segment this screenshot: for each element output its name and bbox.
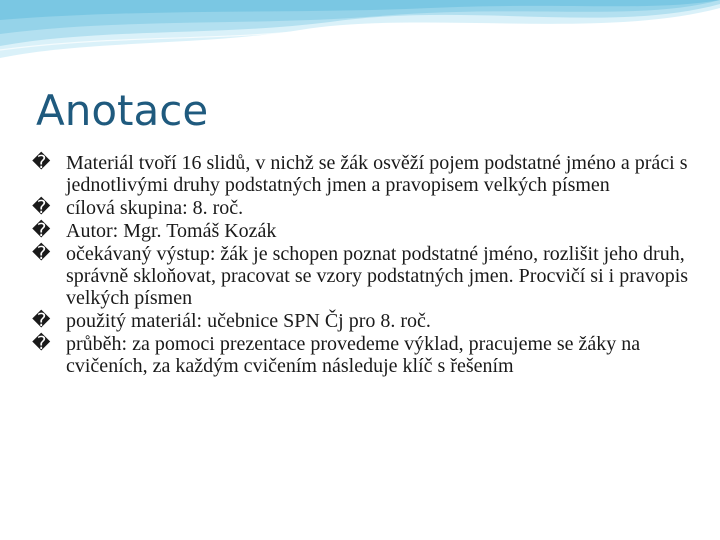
- bullet-list: [32, 152, 702, 378]
- list-item: [32, 220, 702, 242]
- bullet-icon: �: [32, 152, 51, 173]
- list-item-text: použitý materiál: učebnice SPN Čj pro 8. roč.: [66, 310, 431, 332]
- list-item: [32, 310, 702, 332]
- bullet-icon: �: [32, 197, 51, 218]
- list-item: [32, 243, 702, 309]
- list-item-text: očekávaný výstup: žák je schopen poznat podstatné jméno, rozlišit jeho druh, správně skloňovat, pracovat se vzory podstatných jmen. Procvičí si i pravopis velkých písmen: [66, 243, 689, 309]
- list-item: [32, 152, 702, 196]
- bullet-icon: �: [32, 243, 51, 264]
- list-item-text: Autor: Mgr. Tomáš Kozák: [66, 220, 277, 242]
- bullet-icon: �: [32, 333, 51, 354]
- list-item: [32, 333, 702, 377]
- list-item-text: cílová skupina: 8. roč.: [66, 197, 244, 219]
- bullet-icon: �: [32, 220, 51, 241]
- list-item-text: průběh: za pomoci prezentace provedeme výklad, pracujeme se žáky na cvičeních, za každým cvičením následuje klíč s řešením: [66, 333, 641, 377]
- list-item-text: Materiál tvoří 16 slidů, v nichž se žák osvěží pojem podstatné jméno a práci s jednotlivými druhy podstatných jmen a pravopisem velkých písmen: [66, 152, 688, 196]
- slide-title: Anotace: [36, 86, 209, 135]
- bullet-icon: �: [32, 310, 51, 331]
- list-item: [32, 197, 702, 219]
- header-wave-decoration: [0, 0, 720, 90]
